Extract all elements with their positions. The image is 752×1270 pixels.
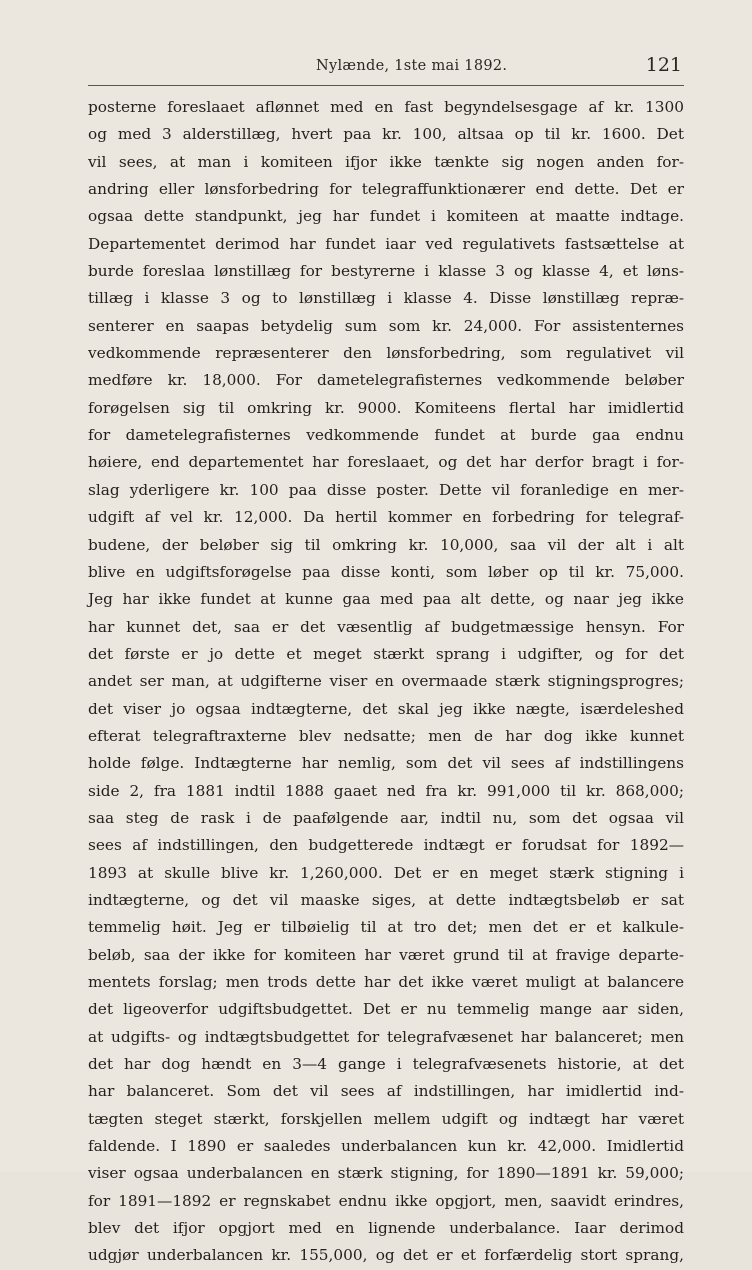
text-line: 1893 at skulle blive kr. 1,260,000. Det er en meget stærk stigning i bbox=[88, 863, 684, 882]
text-line: høiere, end departementet har foreslaaet, og det har derfor bragt i for- bbox=[88, 453, 684, 472]
text-line: senterer en saapas betydelig sum som kr. 24,000. For assistenternes bbox=[88, 316, 684, 335]
text-line: vil sees, at man i komiteen ifjor ikke tænkte sig nogen anden for- bbox=[88, 152, 684, 171]
text-line: har kunnet det, saa er det væsentlig af budgetmæssige hensyn. For bbox=[88, 617, 684, 636]
text-line: temmelig høit. Jeg er tilbøielig til at tro det; men det er et kalkule- bbox=[88, 918, 684, 937]
text-line: tillæg i klasse 3 og to lønstillæg i klasse 4. Disse lønstillæg repræ- bbox=[88, 289, 684, 308]
text-line: medføre kr. 18,000. For dametelegrafisternes vedkommende beløber bbox=[88, 371, 684, 390]
text-line: sees af indstillingen, den budgetterede indtægt er forudsat for 1892— bbox=[88, 836, 684, 855]
text-line: udgjør underbalancen kr. 155,000, og det er et forfærdelig stort sprang, bbox=[88, 1246, 684, 1265]
text-line: andet ser man, at udgifterne viser en overmaade stærk stigningsprogres; bbox=[88, 672, 684, 691]
text-line: slag yderligere kr. 100 paa disse poster. Dette vil foranledige en mer- bbox=[88, 480, 684, 499]
text-line: det ligeoverfor udgiftsbudgettet. Det er nu temmelig mange aar siden, bbox=[88, 1000, 684, 1019]
text-line: efterat telegraftraxterne blev nedsatte; men de har dog ikke kunnet bbox=[88, 726, 684, 745]
text-line: side 2, fra 1881 indtil 1888 gaaet ned fra kr. 991,000 til kr. 868,000; bbox=[88, 781, 684, 800]
text-line: budene, der beløber sig til omkring kr. 10,000, saa vil der alt i alt bbox=[88, 535, 684, 554]
text-line: andring eller lønsforbedring for telegraffunktionærer end dette. Det er bbox=[88, 180, 684, 199]
text-line: posterne foreslaaet aflønnet med en fast begyndelsesgage af kr. 1300 bbox=[88, 98, 684, 116]
page-header bbox=[88, 54, 684, 84]
text-line: blive en udgiftsforøgelse paa disse konti, som løber op til kr. 75,000. bbox=[88, 562, 684, 581]
text-line: at udgifts- og indtægtsbudgettet for telegrafvæsenet har balanceret; men bbox=[88, 1027, 684, 1046]
text-line: Jeg har ikke fundet at kunne gaa med paa alt dette, og naar jeg ikke bbox=[88, 590, 684, 609]
text-line: holde følge. Indtægterne har nemlig, som det vil sees af indstillingens bbox=[88, 754, 684, 773]
text-line: beløb, saa der ikke for komiteen har været grund til at fravige departe- bbox=[88, 945, 684, 964]
text-line: saa steg de rask i de paafølgende aar, indtil nu, som det ogsaa vil bbox=[88, 808, 684, 827]
text-line: har balanceret. Som det vil sees af indstillingen, har imidlertid ind- bbox=[88, 1082, 684, 1101]
text-line: for 1891—1892 er regnskabet endnu ikke opgjort, men, saavidt erindres, bbox=[88, 1191, 684, 1210]
text-line: viser ogsaa underbalancen en stærk stigning, for 1890—1891 kr. 59,000; bbox=[88, 1164, 684, 1183]
text-line: vedkommende repræsenterer den lønsforbedring, som regulativet vil bbox=[88, 344, 684, 363]
text-line: forøgelsen sig til omkring kr. 9000. Komiteens flertal har imidlertid bbox=[88, 398, 684, 417]
text-line: det første er jo dette et meget stærkt sprang i udgifter, og for det bbox=[88, 644, 684, 663]
text-line: det viser jo ogsaa indtægterne, det skal jeg ikke nægte, isærdeleshed bbox=[88, 699, 684, 718]
text-line: for dametelegrafisternes vedkommende fundet at burde gaa endnu bbox=[88, 426, 684, 445]
page-number: 121 bbox=[645, 54, 682, 76]
text-line: og med 3 alderstillæg, hvert paa kr. 100, altsaa op til kr. 1600. Det bbox=[88, 125, 684, 144]
text-line: tægten steget stærkt, forskjellen mellem udgift og indtægt har været bbox=[88, 1109, 684, 1128]
header-rule bbox=[88, 85, 684, 86]
body-text bbox=[88, 94, 684, 1270]
text-line: indtægterne, og det vil maaske siges, at dette indtægtsbeløb er sat bbox=[88, 890, 684, 909]
text-line: faldende. I 1890 er saaledes underbalancen kun kr. 42,000. Imidlertid bbox=[88, 1137, 684, 1156]
text-line: udgift af vel kr. 12,000. Da hertil kommer en forbedring for telegraf- bbox=[88, 508, 684, 527]
text-line: ogsaa dette standpunkt, jeg har fundet i komiteen at maatte indtage. bbox=[88, 207, 684, 226]
text-line: burde foreslaa lønstillæg for bestyrerne i klasse 3 og klasse 4, et løns- bbox=[88, 262, 684, 281]
running-head: Nylænde, 1ste mai 1892. bbox=[316, 58, 508, 74]
text-line: mentets forslag; men trods dette har det ikke været muligt at balancere bbox=[88, 973, 684, 991]
text-line: blev det ifjor opgjort med en lignende underbalance. Iaar derimod bbox=[88, 1219, 684, 1238]
text-line: Departementet derimod har fundet iaar ved regulativets fastsættelse at bbox=[88, 234, 684, 253]
text-line: det har dog hændt en 3—4 gange i telegrafvæsenets historie, at det bbox=[88, 1055, 684, 1074]
